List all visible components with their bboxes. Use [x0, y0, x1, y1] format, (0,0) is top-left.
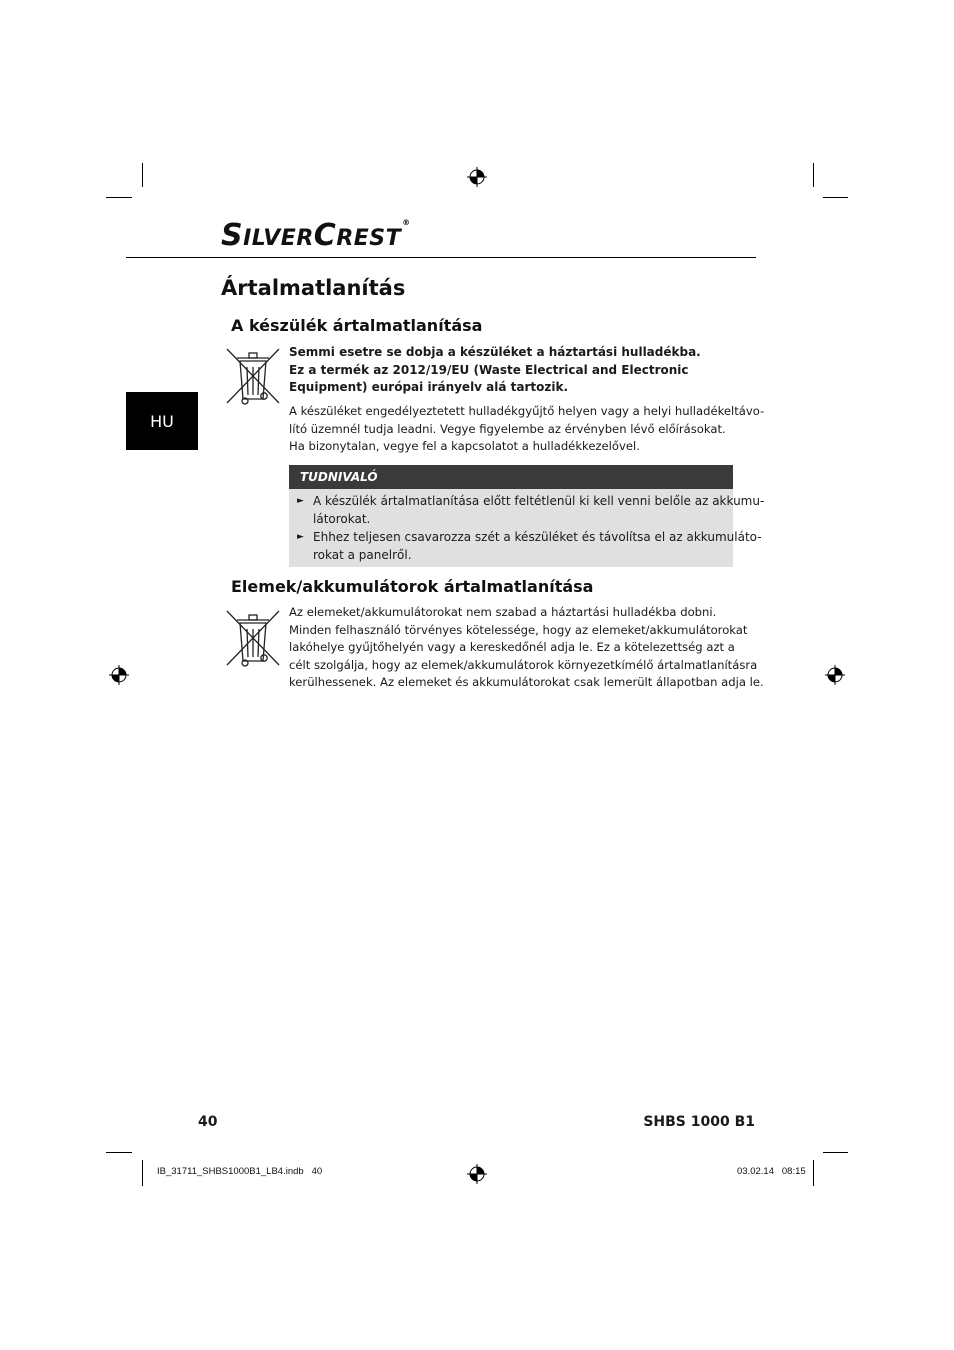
section-heading-device-disposal: A készülék ártalmatlanítása: [231, 316, 483, 335]
registration-mark-icon: [109, 665, 129, 685]
arrow-bullet-icon: ►: [297, 496, 304, 506]
header-rule: [126, 257, 756, 258]
arrow-bullet-icon: ►: [297, 532, 304, 542]
crop-mark: [142, 1160, 143, 1186]
note-bullet-item: ► A készülék ártalmatlanítása előtt feltétlenül ki kell venni belőle az akkumu- látorokat.: [297, 494, 765, 526]
crop-mark: [106, 197, 132, 198]
crop-mark: [823, 1152, 848, 1153]
registration-mark-icon: [467, 1164, 487, 1184]
crop-mark: [142, 163, 143, 187]
note-bullet-item: ► Ehhez teljesen csavarozza szét a készüléket és távolítsa el az akkumuláto- rokat a panelről.: [297, 530, 762, 562]
page-number: 40: [198, 1114, 218, 1130]
model-number: SHBS 1000 B1: [643, 1114, 755, 1130]
silvercrest-logo: SILVERCREST®: [221, 218, 411, 253]
registration-mark-icon: [467, 167, 487, 187]
registration-mark-icon: [825, 665, 845, 685]
crop-mark: [823, 197, 848, 198]
language-tab: HU: [126, 392, 198, 450]
print-date: 03.02.14 08:15: [737, 1166, 806, 1177]
crop-mark: [813, 1160, 814, 1186]
device-disposal-text: A készüléket engedélyeztetett hulladékgyűjtő helyen vagy a helyi hulladékeltávo- lító üzemnél tudja leadni. Vegye figyelembe az érvényben lévő előírásokat. Ha bizonytalan, vegye fel a kapcsolatot a hulladékkezelővel.: [289, 404, 765, 453]
crop-mark: [106, 1152, 132, 1153]
battery-disposal-text: Az elemeket/akkumulátorokat nem szabad a háztartási hulladékba dobni. Minden felhasználó törvényes kötelessége, hogy az elemeket/akkumulátorokat lakóhelye gyűjtőhelyén vagy a kereskedőnél adja le. Ez a kötelezettség azt a célt szolgálja, hogy az elemek/akkumulátorok környezetkímélő ártalmatlanításra kerülhessenek. Az elemeket és akkumulátorokat csak lemerült állapotban adja le.: [289, 605, 764, 689]
bold-warning-text: Semmi esetre se dobja a készüléket a háztartási hulladékba. Ez a termék az 2012/19/EU (Waste Electrical and Electronic Equipment) európai irányelv alá tartozik.: [289, 345, 701, 394]
section-heading-battery-disposal: Elemek/akkumulátorok ártalmatlanítása: [231, 577, 594, 596]
crop-mark: [813, 163, 814, 187]
crossed-out-bin-icon: [223, 607, 283, 669]
note-body: [289, 489, 765, 567]
note-heading: TUDNIVALÓ: [289, 465, 733, 489]
file-slug: IB_31711_SHBS1000B1_LB4.indb 40: [157, 1166, 323, 1177]
page-title: Ártalmatlanítás: [221, 276, 406, 300]
crossed-out-bin-icon: [223, 345, 283, 407]
